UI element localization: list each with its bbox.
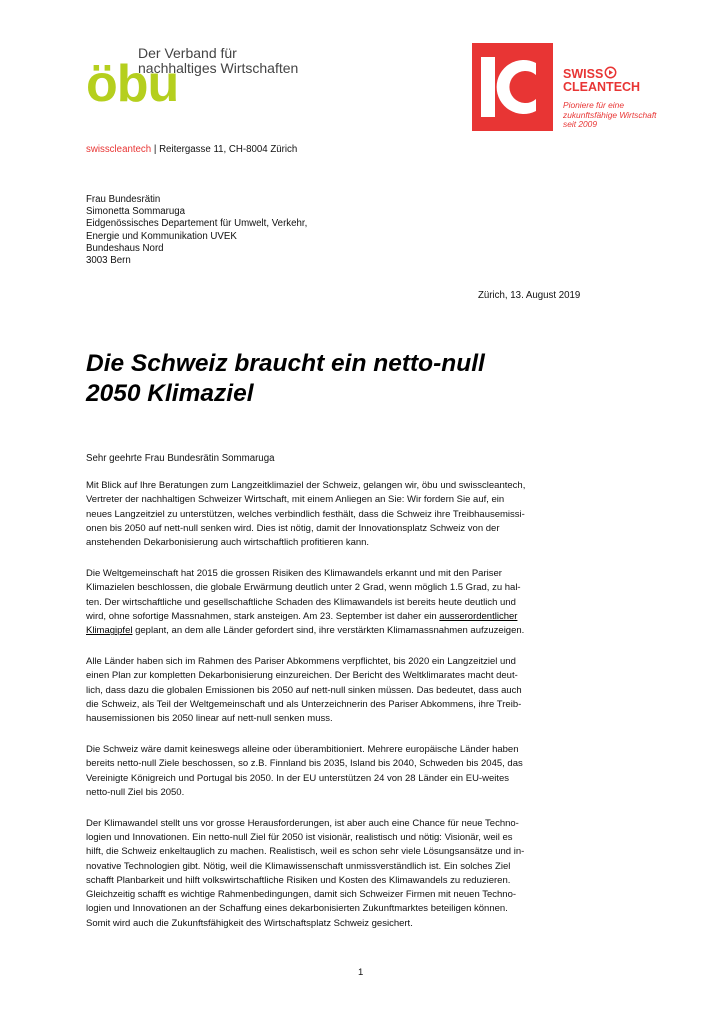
sender-separator: |: [151, 144, 160, 155]
obu-logo-tagline: [138, 46, 298, 76]
obu-tagline-line: Der Verband für: [138, 45, 237, 61]
paragraph-line: Die Weltgemeinschaft hat 2015 die grossen Risiken des Klimawandels erkannt und mit den Pariser: [86, 567, 502, 579]
paragraph-text: geplant, an dem alle Länder gefordert sind, ihre verstärkten Klimamassnahmen aufzuzeigen.: [132, 625, 525, 637]
paragraph-line: anstehenden Dekarbonisierung auch wirtschaftlich profitieren kann.: [86, 537, 370, 549]
title-line: Die Schweiz braucht ein netto-null: [86, 350, 485, 377]
paragraph: [86, 655, 656, 726]
paragraph: [86, 479, 656, 550]
swisscleantech-logo-tagline: [563, 101, 657, 130]
sender-org: swisscleantech: [86, 144, 152, 155]
paragraph-text: wird, ohne sofortige Massnahmen, stark ansteigen. Am 23. September ist daher ein: [86, 610, 440, 622]
paragraph-line: einen Plan zur kompletten Dekarbonisierung einzureichen. Der Bericht des Weltklimarates macht deut-: [86, 670, 518, 682]
paragraph-line: Gleichzeitig schafft es wichtige Rahmenbedingungen, damit sich Schweizer Firmen mit neuen Techno-: [86, 889, 517, 901]
paragraph-line: logien und Innovationen an der Schaffung eines dekarbonisierten Zukunftmarktes beteiligen können.: [86, 903, 508, 915]
paragraph: [86, 743, 656, 800]
paragraph-line: Alle Länder haben sich im Rahmen des Pariser Abkommens verpflichtet, bis 2020 ein Langzeitziel und: [86, 655, 516, 667]
swisscleantech-logo-name: [563, 68, 640, 94]
paragraph-line: Klimazielen beschlossen, die globale Erwärmung deutlich unter 2 Grad, wenn möglich 1.5 Grad, zu hal-: [86, 582, 521, 594]
swisscleantech-tagline-line: Pioniere für eine: [563, 100, 624, 110]
paragraph-line: novative Technologien gibt. Nötig, weil die Klimawissenschaft unmissverständlich ist. Ein solches Ziel: [86, 860, 511, 872]
paragraph-line: Der Klimawandel stellt uns vor grosse Herausforderungen, ist aber auch eine Chance für neue Techno-: [86, 817, 519, 829]
paragraph: [86, 567, 656, 638]
title-line: 2050 Klimaziel: [86, 380, 254, 407]
sender-address: Reitergasse 11, CH-8004 Zürich: [159, 144, 298, 155]
letter-body: [86, 479, 656, 948]
recipient-line: Eidgenössisches Departement für Umwelt, Verkehr,: [86, 218, 308, 230]
swisscleantech-tagline-line: seit 2009: [563, 119, 597, 129]
letter-title: [86, 349, 485, 409]
paragraph-line: bereits netto-null Ziele beschossen, so z.B. Finnland bis 2035, Island bis 2040, Schweden bis 2045, das: [86, 758, 523, 770]
swisscleantech-logo-mark: [472, 43, 553, 131]
paragraph-line: hilft, die Schweiz enkeltauglich zu machen. Realistisch, weil es schon sehr viele Lösungsansätze und in-: [86, 846, 525, 858]
paragraph-line: logien und Innovationen. Ein netto-null Ziel für 2050 ist visionär, realistisch und nötig: Visionär, weil es: [86, 831, 513, 843]
paragraph-line: ten. Der wirtschaftliche und gesellschaftliche Schaden des Klimawandels ist bereits heute deutlich und: [86, 596, 516, 608]
sender-line: [86, 144, 297, 155]
paragraph-line: [86, 610, 656, 624]
klimagipfel-link-continued[interactable]: Klimagipfel: [86, 625, 133, 637]
paragraph-line: lich, dass dazu die globalen Emissionen bis 2050 auf nett-null sinken müssen. Das bedeutet, dass auch: [86, 684, 522, 696]
paragraph-line: Vertreter der nachhaltigen Schweizer Wirtschaft, mit einem Anliegen an Sie: Wir fordern Sie auf, ein: [86, 494, 505, 506]
paragraph-line: Vereinigte Königreich und Portugal bis 2050. In der EU unterstützen 24 von 28 Länder ein EU-weites: [86, 772, 510, 784]
recipient-address: [86, 194, 307, 267]
obu-tagline-line: nachhaltiges Wirtschaften: [138, 60, 299, 76]
klimagipfel-link[interactable]: ausserordentlicher: [439, 610, 518, 622]
paragraph-line: Die Schweiz wäre damit keineswegs alleine oder überambitioniert. Mehrere europäische Länder haben: [86, 743, 519, 755]
swisscleantech-name-line: SWISS: [563, 67, 604, 81]
paragraph-line: die Schweiz, als Teil der Weltgemeinschaft und als Unterzeichnerin des Pariser Abkommens, ihre Treib-: [86, 698, 522, 710]
swisscleantech-name-line: CLEANTECH: [563, 80, 641, 94]
recipient-line: Bundeshaus Nord: [86, 242, 164, 254]
paragraph-line: schafft Planbarkeit und hilft volkswirtschaftliche Risiken und Kosten des Klimawandels zu reduzieren.: [86, 874, 511, 886]
page-number: 1: [358, 967, 364, 978]
paragraph-line: hausemissionen bis 2050 linear auf nett-null senken muss.: [86, 713, 333, 725]
paragraph-line: netto-null Ziel bis 2050.: [86, 786, 185, 798]
swisscleantech-tagline-line: zukunftsfähige Wirtschaft: [563, 109, 657, 120]
recipient-line: Simonetta Sommaruga: [86, 206, 186, 218]
paragraph-line: [86, 624, 656, 638]
greeting: Sehr geehrte Frau Bundesrätin Sommaruga: [86, 453, 275, 464]
paragraph: [86, 817, 656, 931]
play-circle-icon: [604, 66, 617, 79]
paragraph-line: Somit wird auch die Zukunftsfähigkeit des Wirtschaftsplatz Schweiz gesichert.: [86, 917, 413, 929]
paragraph-line: onen bis 2050 auf nett-null senken wird. Dies ist nötig, damit der Innovationsplatz Schweiz von der: [86, 522, 500, 534]
letter-date: Zürich, 13. August 2019: [478, 290, 581, 301]
obu-logo-wordmark: öbu: [86, 55, 179, 113]
recipient-line: Frau Bundesrätin: [86, 194, 161, 205]
paragraph-line: neues Langzeitziel zu unterstützen, welches verbindlich festhält, dass die Schweiz ihre Treibhausemissi-: [86, 508, 525, 520]
recipient-line: 3003 Bern: [86, 255, 131, 267]
recipient-line: Energie und Kommunikation UVEK: [86, 230, 237, 242]
paragraph-line: Mit Blick auf Ihre Beratungen zum Langzeitklimaziel der Schweiz, gelangen wir, öbu und swisscleantech,: [86, 480, 526, 491]
